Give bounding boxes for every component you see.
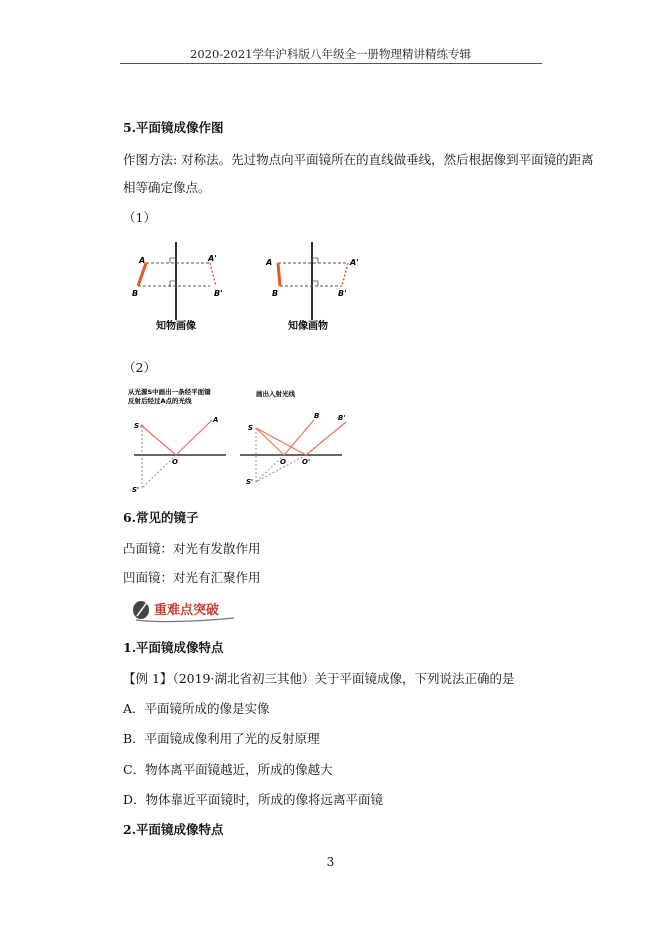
convex-mirror-text: 凸面镜：对光有发散作用 bbox=[123, 541, 261, 556]
label-B-prime-2: B' bbox=[338, 289, 347, 298]
page-header: 2020-2021学年沪科版八年级全一册物理精讲精练专辑 bbox=[190, 47, 471, 61]
label-O: O bbox=[172, 458, 178, 466]
fig2-left-title-line2: 反射后经过A点的光线 bbox=[128, 397, 192, 405]
part-2-label: （2） bbox=[123, 360, 156, 375]
caption-know-image: 知像画物 bbox=[288, 321, 328, 332]
label-S: S bbox=[134, 422, 140, 430]
figure-reflection-left bbox=[126, 384, 236, 496]
label-B-2: B bbox=[272, 289, 279, 298]
concave-mirror-text: 凹面镜：对光有汇聚作用 bbox=[123, 570, 261, 585]
key-points-banner bbox=[128, 596, 238, 626]
banner-text: 重难点突破 bbox=[154, 603, 220, 618]
page-number: 3 bbox=[326, 855, 335, 869]
label-B: B bbox=[132, 289, 139, 298]
label-S-r: S bbox=[248, 424, 254, 432]
caption-know-object: 知物画像 bbox=[156, 321, 196, 332]
label-S-prime-r: S' bbox=[246, 478, 254, 486]
fig2-left-title-line1: 从光源S中画出一条经平面镜 bbox=[128, 388, 211, 396]
example-line bbox=[123, 669, 514, 687]
part-1-label: （1） bbox=[123, 210, 156, 225]
key-heading-1: 1.平面镜成像特点 bbox=[123, 640, 224, 655]
label-O-prime-r: O' bbox=[302, 458, 311, 466]
option-d: D．物体靠近平面镜时，所成的像将远离平面镜 bbox=[123, 792, 384, 807]
section-6-heading: 6.常见的镜子 bbox=[123, 510, 199, 525]
key-heading-2: 2.平面镜成像特点 bbox=[123, 822, 224, 837]
label-A-ray: A bbox=[213, 416, 219, 424]
label-O-r: O bbox=[280, 458, 286, 466]
method-text-line1: 作图方法: 对称法。先过物点向平面镜所在的直线做垂线，然后根据像到平面镜的距离 bbox=[123, 152, 594, 167]
fig2-right-title: 画出入射光线 bbox=[256, 390, 295, 398]
option-b: B．平面镜成像利用了光的反射原理 bbox=[123, 731, 320, 746]
header-divider bbox=[120, 63, 542, 64]
option-a: A．平面镜所成的像是实像 bbox=[123, 701, 270, 716]
label-A-2: A bbox=[266, 258, 273, 267]
label-S-prime: S' bbox=[132, 486, 140, 494]
label-A: A bbox=[139, 256, 146, 265]
label-B-prime-r: B' bbox=[338, 414, 346, 422]
figure-object-image-right bbox=[262, 236, 382, 340]
method-text-line2: 相等确定像点。 bbox=[123, 180, 211, 195]
section-5-heading: 5.平面镜成像作图 bbox=[123, 120, 224, 135]
label-A-prime: A' bbox=[208, 254, 217, 263]
option-c: C．物体离平面镜越近，所成的像越大 bbox=[123, 762, 333, 777]
label-B-prime: B' bbox=[214, 289, 223, 298]
example-text: （2019·湖北省初三其他）关于平面镜成像，下列说法正确的是 bbox=[172, 671, 515, 686]
label-A-prime-2: A' bbox=[350, 258, 359, 267]
label-B-r: B bbox=[314, 412, 320, 420]
figure-reflection-right bbox=[238, 384, 348, 496]
example-tag: 【例 1】 bbox=[123, 671, 173, 686]
